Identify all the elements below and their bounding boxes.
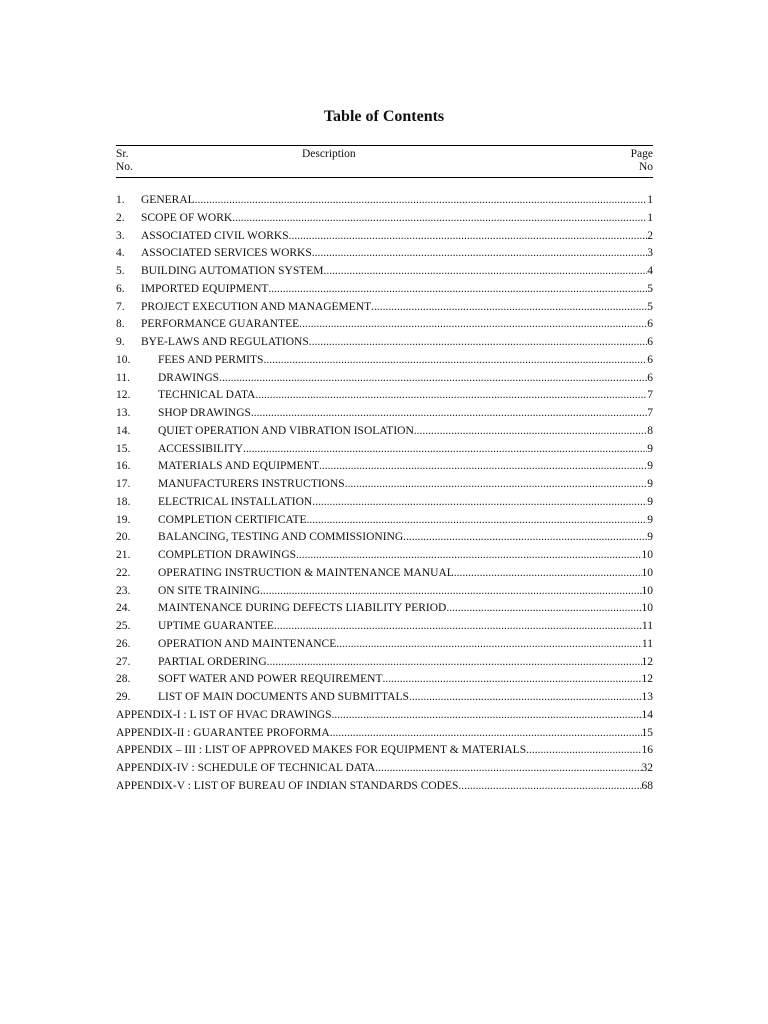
dot-leader xyxy=(260,585,641,597)
dot-leader xyxy=(403,531,647,543)
header-sr-line1: Sr. xyxy=(116,148,129,160)
dot-leader xyxy=(454,567,642,579)
toc-entry-label: APPENDIX-I : L IST OF HVAC DRAWINGS xyxy=(116,708,332,721)
toc-entry-label: FEES AND PERMITS xyxy=(158,353,264,366)
toc-entry-label: BYE-LAWS AND REGULATIONS xyxy=(141,336,309,348)
toc-entry-page: 10 xyxy=(641,549,653,561)
dot-leader xyxy=(243,443,647,455)
toc-entry-number: 19. xyxy=(116,513,131,526)
toc-entry-label: SHOP DRAWINGS xyxy=(158,407,251,419)
toc-entry[interactable] xyxy=(116,283,653,301)
toc-entry-page: 1 xyxy=(647,211,653,224)
toc-entry-page: 15 xyxy=(641,726,653,739)
toc-entry[interactable] xyxy=(116,691,653,709)
toc-entry-label: ON SITE TRAINING xyxy=(158,584,261,597)
toc-entry-number: 23. xyxy=(116,584,131,597)
toc-entry-label: OPERATION AND MAINTENANCE xyxy=(158,637,337,650)
toc-entry-page: 2 xyxy=(647,229,653,242)
toc-entry[interactable] xyxy=(116,425,653,443)
page-title: Table of Contents xyxy=(323,108,445,125)
dot-leader xyxy=(526,744,641,756)
dot-leader xyxy=(267,656,642,668)
dot-leader xyxy=(312,247,647,259)
toc-entry[interactable] xyxy=(116,389,653,407)
toc-entry-label: APPENDIX-II : GUARANTEE PROFORMA xyxy=(116,726,330,739)
toc-entry[interactable] xyxy=(116,709,653,727)
toc-entry-label: PARTIAL ORDERING xyxy=(158,655,267,668)
header-page-no xyxy=(631,148,653,174)
toc-entry-label: DRAWINGS xyxy=(158,371,220,384)
toc-entry[interactable] xyxy=(116,531,653,549)
toc-entry[interactable] xyxy=(116,372,653,390)
dot-leader xyxy=(312,496,647,508)
toc-entry-label: ASSOCIATED SERVICES WORKS xyxy=(141,247,312,260)
toc-entry-label: MANUFACTURERS INSTRUCTIONS xyxy=(158,478,345,490)
toc-entry-page: 9 xyxy=(647,460,653,473)
dot-leader xyxy=(382,673,641,685)
dot-leader xyxy=(263,354,647,366)
toc-entry-label: PROJECT EXECUTION AND MANAGEMENT xyxy=(141,300,372,313)
dot-leader xyxy=(319,460,647,472)
dot-leader xyxy=(255,389,647,401)
toc-entry[interactable] xyxy=(116,567,653,585)
toc-entry-number: 20. xyxy=(116,531,131,544)
toc-entry[interactable] xyxy=(116,478,653,496)
toc-entry-number: 9. xyxy=(116,336,125,348)
header-sr-no xyxy=(116,148,133,174)
toc-entry-page: 9 xyxy=(647,531,653,544)
toc-entry-page: 16 xyxy=(641,744,653,757)
dot-leader xyxy=(274,620,642,632)
toc-entry-label: UPTIME GUARANTEE xyxy=(158,620,274,632)
dot-leader xyxy=(307,514,648,526)
toc-header xyxy=(116,145,653,178)
toc-entry-page: 9 xyxy=(647,478,653,490)
toc-entry-number: 12. xyxy=(116,389,131,402)
toc-entry-page: 6 xyxy=(647,353,653,366)
toc-entry-label: SCOPE OF WORK xyxy=(141,211,233,224)
toc-entry[interactable] xyxy=(116,656,653,674)
toc-entry-page: 12 xyxy=(641,673,653,686)
dot-leader xyxy=(232,212,647,224)
dot-leader xyxy=(309,336,648,348)
toc-entry-label: TECHNICAL DATA xyxy=(158,389,256,402)
toc-entry[interactable] xyxy=(116,301,653,319)
toc-entry[interactable] xyxy=(116,318,653,336)
toc-entry-number: 16. xyxy=(116,460,131,473)
toc-entry-label: BUILDING AUTOMATION SYSTEM xyxy=(141,265,324,277)
toc-entry[interactable] xyxy=(116,620,653,638)
toc-entry-page: 8 xyxy=(647,424,653,437)
toc-entry-label: PERFORMANCE GUARANTEE xyxy=(141,318,300,331)
toc-entry-page: 6 xyxy=(647,336,653,348)
header-page-line2: No xyxy=(638,161,653,173)
toc-entry-page: 10 xyxy=(641,566,653,579)
dot-leader xyxy=(324,265,648,277)
toc-entry-label: SOFT WATER AND POWER REQUIREMENT xyxy=(158,673,383,686)
toc-entry-number: 5. xyxy=(116,265,125,277)
toc-entry[interactable] xyxy=(116,762,653,780)
toc-entry[interactable] xyxy=(116,443,653,461)
dot-leader xyxy=(371,301,647,313)
toc-entry-label: LIST OF MAIN DOCUMENTS AND SUBMITTALS xyxy=(158,691,409,703)
toc-entry[interactable] xyxy=(116,585,653,603)
toc-entry-page: 7 xyxy=(647,389,653,402)
dot-leader xyxy=(409,691,642,703)
toc-entry-label: OPERATING INSTRUCTION & MAINTENANCE MANUAL xyxy=(158,566,454,579)
dot-leader xyxy=(268,283,647,295)
toc-entry-page: 5 xyxy=(647,300,653,313)
toc-entry[interactable] xyxy=(116,336,653,354)
toc-entry-page: 10 xyxy=(641,602,653,615)
toc-entry-label: MATERIALS AND EQUIPMENT xyxy=(158,460,319,473)
toc-entry-page: 13 xyxy=(641,691,653,703)
toc-entry-page: 68 xyxy=(641,779,653,792)
toc-entry[interactable] xyxy=(116,265,653,283)
toc-entry[interactable] xyxy=(116,247,653,265)
toc-entry-label: ELECTRICAL INSTALLATION xyxy=(158,495,313,508)
toc-entry[interactable] xyxy=(116,212,653,230)
dot-leader xyxy=(296,549,641,561)
toc-entry-page: 11 xyxy=(641,620,653,632)
dot-leader xyxy=(330,727,642,739)
toc-entry-number: 24. xyxy=(116,602,131,615)
toc-entry[interactable] xyxy=(116,673,653,691)
toc-entry-page: 7 xyxy=(647,407,653,419)
toc-entry-label: IMPORTED EQUIPMENT xyxy=(141,282,269,295)
header-sr-line2: No. xyxy=(116,161,133,173)
toc-entry-number: 8. xyxy=(116,318,125,331)
toc-entry-number: 6. xyxy=(116,282,125,295)
toc-list xyxy=(116,194,653,798)
toc-entry-page: 9 xyxy=(647,442,653,455)
toc-entry-number: 22. xyxy=(116,566,131,579)
toc-entry-page: 11 xyxy=(641,637,653,650)
toc-entry-label: BALANCING, TESTING AND COMMISSIONING xyxy=(158,531,404,544)
toc-entry-label: ASSOCIATED CIVIL WORKS xyxy=(141,229,289,242)
toc-entry-number: 28. xyxy=(116,673,131,686)
toc-entry[interactable] xyxy=(116,194,653,212)
toc-entry-page: 32 xyxy=(641,762,653,774)
toc-entry-number: 11. xyxy=(116,371,130,384)
toc-entry-number: 14. xyxy=(116,424,131,437)
toc-entry[interactable] xyxy=(116,496,653,514)
dot-leader xyxy=(414,425,647,437)
toc-entry-number: 7. xyxy=(116,300,125,313)
header-description: Description xyxy=(302,148,356,160)
dot-leader xyxy=(289,230,648,242)
toc-entry-page: 5 xyxy=(647,282,653,295)
toc-entry-page: 6 xyxy=(647,318,653,331)
toc-entry[interactable] xyxy=(116,230,653,248)
toc-entry[interactable] xyxy=(116,638,653,656)
toc-entry-number: 17. xyxy=(116,478,131,490)
toc-entry-page: 9 xyxy=(647,495,653,508)
toc-entry-number: 29. xyxy=(116,691,131,703)
dot-leader xyxy=(446,602,641,614)
toc-entry[interactable] xyxy=(116,744,653,762)
toc-entry[interactable] xyxy=(116,549,653,567)
dot-leader xyxy=(251,407,647,419)
toc-entry-number: 18. xyxy=(116,495,131,508)
toc-entry-label: APPENDIX – III : LIST OF APPROVED MAKES FOR EQUIPMENT & MATERIALS xyxy=(116,744,527,757)
toc-entry[interactable] xyxy=(116,602,653,620)
toc-entry-number: 1. xyxy=(116,194,125,206)
toc-entry-number: 10. xyxy=(116,353,131,366)
toc-entry[interactable] xyxy=(116,727,653,745)
toc-entry-number: 13. xyxy=(116,407,131,419)
toc-entry-number: 27. xyxy=(116,655,131,668)
toc-entry-number: 4. xyxy=(116,247,125,260)
toc-entry[interactable] xyxy=(116,460,653,478)
toc-entry-page: 9 xyxy=(647,513,653,526)
toc-entry-page: 6 xyxy=(647,371,653,384)
toc-entry-page: 12 xyxy=(641,655,653,668)
dot-leader xyxy=(458,780,641,792)
toc-entry-page: 10 xyxy=(641,584,653,597)
toc-entry-number: 15. xyxy=(116,442,131,455)
dot-leader xyxy=(331,709,641,721)
toc-entry-number: 3. xyxy=(116,229,125,242)
toc-entry-label: QUIET OPERATION AND VIBRATION ISOLATION xyxy=(158,424,414,437)
toc-entry[interactable] xyxy=(116,514,653,532)
dot-leader xyxy=(195,194,648,206)
toc-entry-number: 26. xyxy=(116,637,131,650)
toc-entry-page: 14 xyxy=(641,708,653,721)
toc-entry-label: COMPLETION CERTIFICATE xyxy=(158,513,307,526)
dot-leader xyxy=(375,762,641,774)
toc-entry[interactable] xyxy=(116,407,653,425)
toc-entry-number: 25. xyxy=(116,620,131,632)
header-page-line1: Page xyxy=(630,148,653,160)
toc-entry-label: GENERAL xyxy=(141,194,195,206)
toc-entry-number: 2. xyxy=(116,211,125,224)
dot-leader xyxy=(336,638,642,650)
toc-entry[interactable] xyxy=(116,354,653,372)
toc-entry-label: APPENDIX-V : LIST OF BUREAU OF INDIAN STANDARDS CODES xyxy=(116,779,459,792)
toc-entry-number: 21. xyxy=(116,549,131,561)
dot-leader xyxy=(345,478,648,490)
dot-leader xyxy=(299,318,647,330)
toc-entry-label: COMPLETION DRAWINGS xyxy=(158,549,297,561)
toc-entry-page: 1 xyxy=(647,194,653,206)
toc-entry-label: ACCESSIBILITY xyxy=(158,442,243,455)
toc-entry[interactable] xyxy=(116,780,653,798)
toc-entry-label: APPENDIX-IV : SCHEDULE OF TECHNICAL DATA xyxy=(116,762,376,774)
toc-entry-label: MAINTENANCE DURING DEFECTS LIABILITY PERIOD xyxy=(158,602,447,615)
toc-entry-page: 3 xyxy=(647,247,653,260)
toc-entry-page: 4 xyxy=(647,265,653,277)
dot-leader xyxy=(219,372,647,384)
